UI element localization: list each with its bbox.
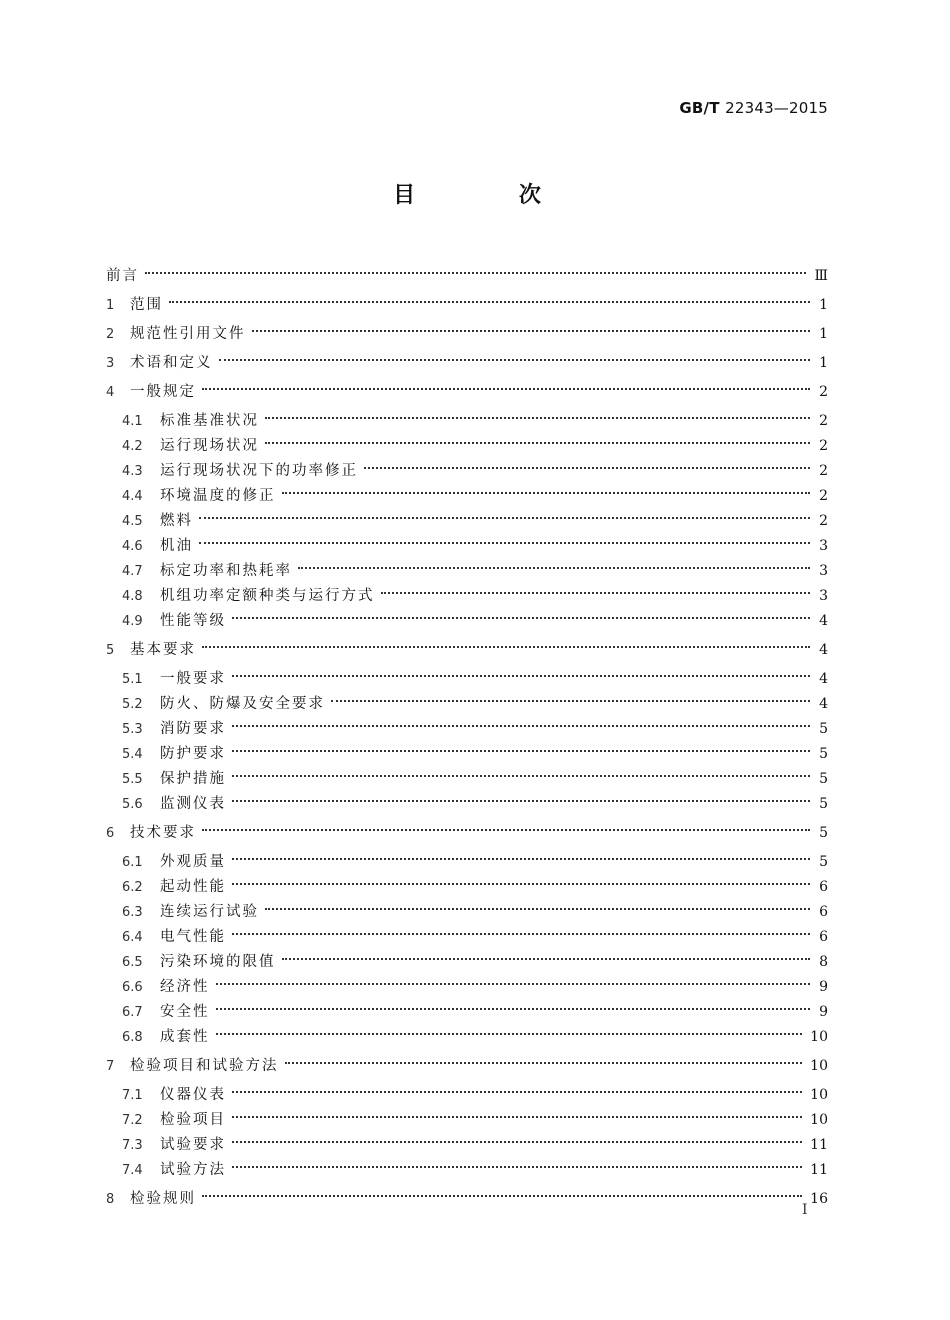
- toc-entry-page: 5: [819, 825, 828, 841]
- toc-entry-number: 5: [106, 643, 115, 658]
- toc-entry-label: 检验规则: [130, 1191, 196, 1207]
- toc-entry-label: 范围: [130, 297, 163, 313]
- toc-entry-label: 成套性: [160, 1029, 210, 1045]
- toc-entry-page: Ⅲ: [814, 268, 828, 284]
- toc-entry-page: 2: [819, 488, 828, 504]
- toc-entry-number: 6.7: [122, 1005, 143, 1020]
- toc-entry-page: 4: [819, 642, 828, 658]
- toc-leader-dots: [216, 969, 811, 991]
- toc-leader-dots: [364, 453, 810, 475]
- toc-entry[interactable]: [106, 1048, 828, 1074]
- toc-entry-number: 7.4: [122, 1163, 143, 1178]
- toc-entry[interactable]: [122, 1152, 828, 1178]
- toc-entry-page: 2: [819, 513, 828, 529]
- toc-entry-label: 起动性能: [160, 879, 226, 895]
- toc-leader-dots: [265, 894, 810, 916]
- toc-entry-label: 规范性引用文件: [130, 326, 246, 342]
- toc-entry-page: 2: [819, 413, 828, 429]
- page-title: 目 次: [393, 183, 589, 208]
- toc-entry[interactable]: [106, 632, 828, 658]
- toc-entry-label: 试验方法: [160, 1162, 226, 1178]
- toc-entry[interactable]: [122, 844, 828, 870]
- toc-entry-page: 1: [819, 355, 828, 371]
- toc-entry-page: 1: [819, 326, 828, 342]
- toc-entry-page: 3: [819, 538, 828, 554]
- toc-entry-page: 10: [810, 1058, 828, 1074]
- toc-leader-dots: [202, 374, 810, 396]
- toc-entry-label: 标准基准状况: [160, 413, 259, 429]
- toc-entry[interactable]: [122, 736, 828, 762]
- toc-leader-dots: [202, 1181, 802, 1203]
- toc-entry[interactable]: [122, 761, 828, 787]
- toc-leader-dots: [219, 345, 811, 367]
- toc-entry-number: 6.5: [122, 955, 143, 970]
- toc-entry-number: 4.7: [122, 564, 143, 579]
- toc-entry-number: 5.5: [122, 772, 143, 787]
- toc-entry-label: 环境温度的修正: [160, 488, 276, 504]
- toc-entry-number: 1: [106, 298, 115, 313]
- toc-entry[interactable]: [106, 287, 828, 313]
- toc-leader-dots: [265, 403, 810, 425]
- toc-leader-dots: [232, 711, 810, 733]
- toc-entry-number: 6.4: [122, 930, 143, 945]
- toc-leader-dots: [232, 869, 810, 891]
- toc-entry[interactable]: [122, 478, 828, 504]
- toc-entry[interactable]: [106, 316, 828, 342]
- toc-entry[interactable]: [106, 1181, 828, 1207]
- toc-entry-number: 4.6: [122, 539, 143, 554]
- toc-leader-dots: [298, 553, 810, 575]
- toc-leader-dots: [216, 1019, 803, 1041]
- toc-leader-dots: [145, 258, 806, 280]
- toc-entry-page: 10: [810, 1087, 828, 1103]
- toc-entry-number: 3: [106, 356, 115, 371]
- toc-entry-number: 4.8: [122, 589, 143, 604]
- toc-entry-page: 2: [819, 463, 828, 479]
- toc-entry-label: 防护要求: [160, 746, 226, 762]
- toc-entry-number: 5.1: [122, 672, 143, 687]
- toc-entry-page: 4: [819, 671, 828, 687]
- toc-entry-label: 检验项目: [160, 1112, 226, 1128]
- toc-leader-dots: [202, 632, 810, 654]
- toc-leader-dots: [232, 919, 810, 941]
- toc-leader-dots: [232, 736, 810, 758]
- toc-entry-label: 电气性能: [160, 929, 226, 945]
- toc-entry-number: 6.2: [122, 880, 143, 895]
- toc-entry-number: 4: [106, 385, 115, 400]
- toc-entry-label: 术语和定义: [130, 355, 213, 371]
- toc-entry-label: 机组功率定额种类与运行方式: [160, 588, 375, 604]
- toc-entry-label: 污染环境的限值: [160, 954, 276, 970]
- toc-entry-page: 5: [819, 796, 828, 812]
- toc-leader-dots: [331, 686, 810, 708]
- toc-entry[interactable]: [122, 894, 828, 920]
- toc-entry[interactable]: [122, 503, 828, 529]
- toc-entry-label: 防火、防爆及安全要求: [160, 696, 325, 712]
- toc-entry-number: 7: [106, 1059, 115, 1074]
- toc-entry[interactable]: [122, 1019, 828, 1045]
- standard-number: [679, 99, 828, 117]
- toc-leader-dots: [202, 815, 810, 837]
- toc-entry-label: 机油: [160, 538, 193, 554]
- toc-entry-page: 5: [819, 746, 828, 762]
- toc-leader-dots: [232, 761, 810, 783]
- toc-entry-page: 6: [819, 929, 828, 945]
- page-folio: Ⅰ: [802, 1202, 808, 1218]
- toc-leader-dots: [285, 1048, 803, 1070]
- toc-entry[interactable]: [106, 374, 828, 400]
- toc-leader-dots: [265, 428, 810, 450]
- toc-entry-label: 运行现场状况下的功率修正: [160, 463, 358, 479]
- toc-entry-label: 一般要求: [160, 671, 226, 687]
- toc-leader-dots: [232, 661, 810, 683]
- toc-entry-number: 5.4: [122, 747, 143, 762]
- toc-entry[interactable]: [122, 403, 828, 429]
- toc-entry-number: 6.3: [122, 905, 143, 920]
- toc-entry-page: 5: [819, 771, 828, 787]
- toc-entry-page: 8: [819, 954, 828, 970]
- toc-entry-page: 16: [810, 1191, 828, 1207]
- toc-entry-number: 7.3: [122, 1138, 143, 1153]
- toc-entry-label: 外观质量: [160, 854, 226, 870]
- toc-entry-page: 9: [819, 979, 828, 995]
- toc-entry-page: 10: [810, 1029, 828, 1045]
- toc-leader-dots: [252, 316, 811, 338]
- toc-entry-number: 7.2: [122, 1113, 143, 1128]
- toc-entry-page: 4: [819, 696, 828, 712]
- toc-leader-dots: [232, 1102, 802, 1124]
- toc-entry-page: 11: [810, 1137, 828, 1153]
- toc-entry-number: 6: [106, 826, 115, 841]
- toc-leader-dots: [232, 786, 810, 808]
- toc-entry-page: 2: [819, 384, 828, 400]
- toc-entry-number: 7.1: [122, 1088, 143, 1103]
- toc-entry-label: 性能等级: [160, 613, 226, 629]
- toc-entry[interactable]: [122, 453, 828, 479]
- page-edge: [934, 0, 950, 1320]
- toc-entry[interactable]: [122, 919, 828, 945]
- toc-leader-dots: [232, 603, 810, 625]
- toc-entry-label: 试验要求: [160, 1137, 226, 1153]
- toc-entry[interactable]: [122, 428, 828, 454]
- toc-entry-number: 6.6: [122, 980, 143, 995]
- toc-entry-label: 运行现场状况: [160, 438, 259, 454]
- toc-entry-page: 10: [810, 1112, 828, 1128]
- toc-leader-dots: [232, 1152, 802, 1174]
- toc-entry[interactable]: [122, 1102, 828, 1128]
- toc-entry-label: 保护措施: [160, 771, 226, 787]
- toc-entry[interactable]: [106, 345, 828, 371]
- toc-entry-label: 一般规定: [130, 384, 196, 400]
- toc-entry[interactable]: [122, 603, 828, 629]
- toc-entry-number: 4.2: [122, 439, 143, 454]
- toc-entry-page: 3: [819, 563, 828, 579]
- toc-entry-number: 4.4: [122, 489, 143, 504]
- toc-entry-number: 2: [106, 327, 115, 342]
- toc-entry-page: 6: [819, 904, 828, 920]
- toc-entry-label: 检验项目和试验方法: [130, 1058, 279, 1074]
- toc-entry-number: 4.3: [122, 464, 143, 479]
- toc-entry-number: 4.5: [122, 514, 143, 529]
- toc-leader-dots: [169, 287, 810, 309]
- toc-entry[interactable]: [122, 686, 828, 712]
- toc-entry-label: 监测仪表: [160, 796, 226, 812]
- toc-entry-page: 11: [810, 1162, 828, 1178]
- toc-entry-label: 燃料: [160, 513, 193, 529]
- toc-entry[interactable]: [122, 869, 828, 895]
- toc-entry[interactable]: [122, 578, 828, 604]
- toc-entry-label: 技术要求: [130, 825, 196, 841]
- toc-entry-page: 5: [819, 721, 828, 737]
- toc-entry-label: 经济性: [160, 979, 210, 995]
- toc-entry-page: 6: [819, 879, 828, 895]
- toc-leader-dots: [232, 844, 810, 866]
- toc-entry-label: 前言: [106, 268, 139, 284]
- toc-entry-page: 3: [819, 588, 828, 604]
- toc-leader-dots: [381, 578, 811, 600]
- toc-leader-dots: [232, 1127, 802, 1149]
- toc-entry[interactable]: [122, 711, 828, 737]
- standard-prefix: GB/T: [679, 99, 720, 117]
- toc-leader-dots: [199, 528, 810, 550]
- toc-entry-page: 5: [819, 854, 828, 870]
- standard-code: 22343—2015: [725, 99, 828, 117]
- toc-entry-label: 连续运行试验: [160, 904, 259, 920]
- toc-entry[interactable]: [122, 786, 828, 812]
- toc-entry-number: 6.8: [122, 1030, 143, 1045]
- toc-entry-label: 标定功率和热耗率: [160, 563, 292, 579]
- toc-entry[interactable]: [122, 1127, 828, 1153]
- toc-entry-number: 8: [106, 1192, 115, 1207]
- toc-entry-number: 5.6: [122, 797, 143, 812]
- toc-entry[interactable]: [106, 258, 828, 284]
- toc-entry-number: 5.3: [122, 722, 143, 737]
- toc-entry-page: 4: [819, 613, 828, 629]
- toc-entry-page: 1: [819, 297, 828, 313]
- toc-entry-number: 6.1: [122, 855, 143, 870]
- toc-entry-page: 9: [819, 1004, 828, 1020]
- toc-entry-label: 安全性: [160, 1004, 210, 1020]
- toc-entry[interactable]: [122, 1077, 828, 1103]
- toc-entry-number: 5.2: [122, 697, 143, 712]
- toc-entry-number: 4.9: [122, 614, 143, 629]
- toc-entry[interactable]: [122, 994, 828, 1020]
- toc-entry-number: 4.1: [122, 414, 143, 429]
- toc-leader-dots: [232, 1077, 802, 1099]
- toc-entry-label: 仪器仪表: [160, 1087, 226, 1103]
- toc-entry[interactable]: [122, 661, 828, 687]
- toc-leader-dots: [216, 994, 811, 1016]
- toc-entry[interactable]: [122, 528, 828, 554]
- toc-entry[interactable]: [122, 969, 828, 995]
- toc-entry[interactable]: [122, 944, 828, 970]
- toc-leader-dots: [199, 503, 810, 525]
- toc-leader-dots: [282, 478, 811, 500]
- toc-entry-label: 基本要求: [130, 642, 196, 658]
- toc-entry-page: 2: [819, 438, 828, 454]
- toc-entry[interactable]: [106, 815, 828, 841]
- toc-leader-dots: [282, 944, 811, 966]
- toc-entry[interactable]: [122, 553, 828, 579]
- toc-entry-label: 消防要求: [160, 721, 226, 737]
